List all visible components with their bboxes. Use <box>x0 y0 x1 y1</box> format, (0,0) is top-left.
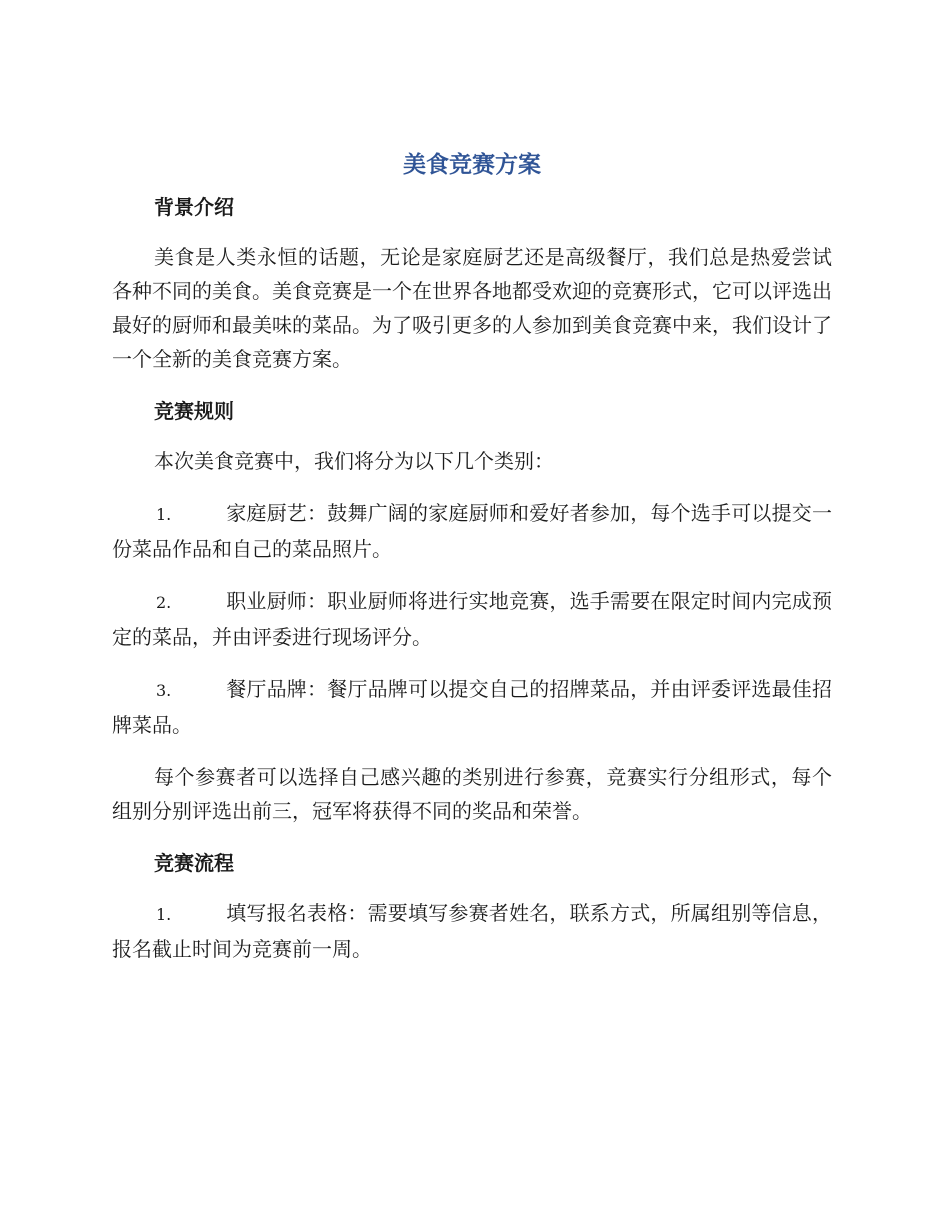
list-number: 3. <box>156 681 172 700</box>
list-item-text: 职业厨师：职业厨师将进行实地竞赛，选手需要在限定时间内完成预定的菜品，并由评委进行现场评分。 <box>112 589 832 649</box>
list-number: 1. <box>156 505 172 524</box>
document-title: 美食竞赛方案 <box>403 152 541 178</box>
list-item-text: 家庭厨艺：鼓舞广阔的家庭厨师和爱好者参加，每个选手可以提交一份菜品作品和自己的菜品照片。 <box>112 501 832 561</box>
list-item-text: 填写报名表格：需要填写参赛者姓名，联系方式，所属组别等信息，报名截止时间为竞赛前一周。 <box>112 901 832 961</box>
section-heading-rules: 竞赛规则 <box>154 399 234 423</box>
rules-list-item <box>112 496 832 566</box>
rules-summary: 每个参赛者可以选择自己感兴趣的类别进行参赛，竞赛实行分组形式，每个组别分别评选出前三，冠军将获得不同的奖品和荣誉。 <box>112 765 832 823</box>
list-number: 1. <box>156 905 172 924</box>
process-list-item <box>112 896 832 966</box>
section-heading-process: 竞赛流程 <box>154 851 234 875</box>
rules-list-item <box>112 672 832 742</box>
list-number: 2. <box>156 593 172 612</box>
list-item-text: 餐厅品牌：餐厅品牌可以提交自己的招牌菜品，并由评委评选最佳招牌菜品。 <box>112 677 832 737</box>
document-page <box>112 140 832 966</box>
section-heading-background: 背景介绍 <box>154 195 234 219</box>
background-paragraph: 美食是人类永恒的话题，无论是家庭厨艺还是高级餐厅，我们总是热爱尝试各种不同的美食。美食竞赛是一个在世界各地都受欢迎的竞赛形式，它可以评选出最好的厨师和最美味的菜品。为了吸引更多的人参加到美食竞赛中来，我们设计了一个全新的美食竞赛方案。 <box>112 245 832 371</box>
rules-list-item <box>112 584 832 654</box>
rules-intro: 本次美食竞赛中，我们将分为以下几个类别： <box>154 449 554 473</box>
